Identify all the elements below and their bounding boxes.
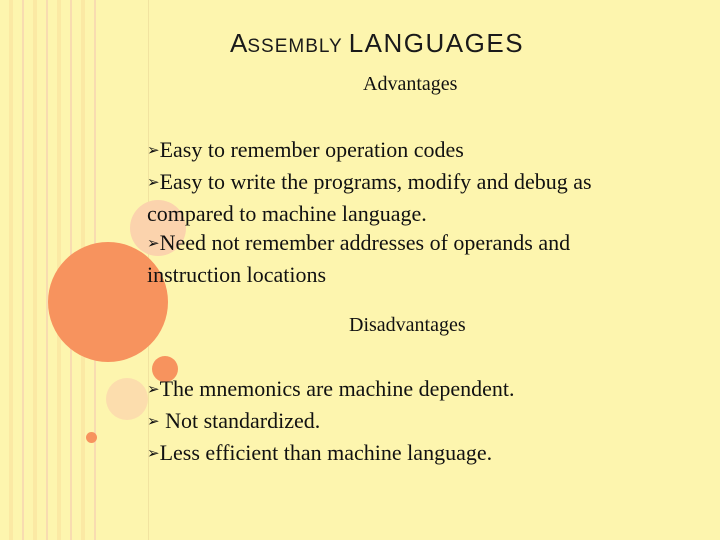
advantages-list [147,135,667,289]
arrow-bullet-icon: ➢ [147,444,160,462]
arrow-bullet-icon: ➢ [147,173,160,191]
list-item: ➢Need not remember addresses of operands and instruction locations [147,230,571,287]
title-second-word: LANGUAGES [348,28,525,58]
list-item: ➢Easy to write the programs, modify and debug as compared to machine language. [147,169,592,226]
slide-title [230,28,524,59]
decorative-circle-light [106,378,148,420]
arrow-bullet-icon: ➢ [147,380,160,398]
arrow-bullet-icon: ➢ [147,412,160,430]
list-item: ➢ Not standardized. [147,408,321,433]
title-first-letter: A [230,28,248,58]
list-item: ➢Easy to remember operation codes [147,137,464,162]
arrow-bullet-icon: ➢ [147,141,160,159]
disadvantages-list [147,374,667,470]
disadvantages-heading: Disadvantages [349,314,466,336]
title-small-caps: SSEMBLY [247,36,343,57]
list-item: ➢Less efficient than machine language. [147,440,493,465]
list-item: ➢The mnemonics are machine dependent. [147,376,515,401]
advantages-heading: Advantages [363,73,458,95]
arrow-bullet-icon: ➢ [147,234,160,252]
decorative-circle-dot [86,432,97,443]
